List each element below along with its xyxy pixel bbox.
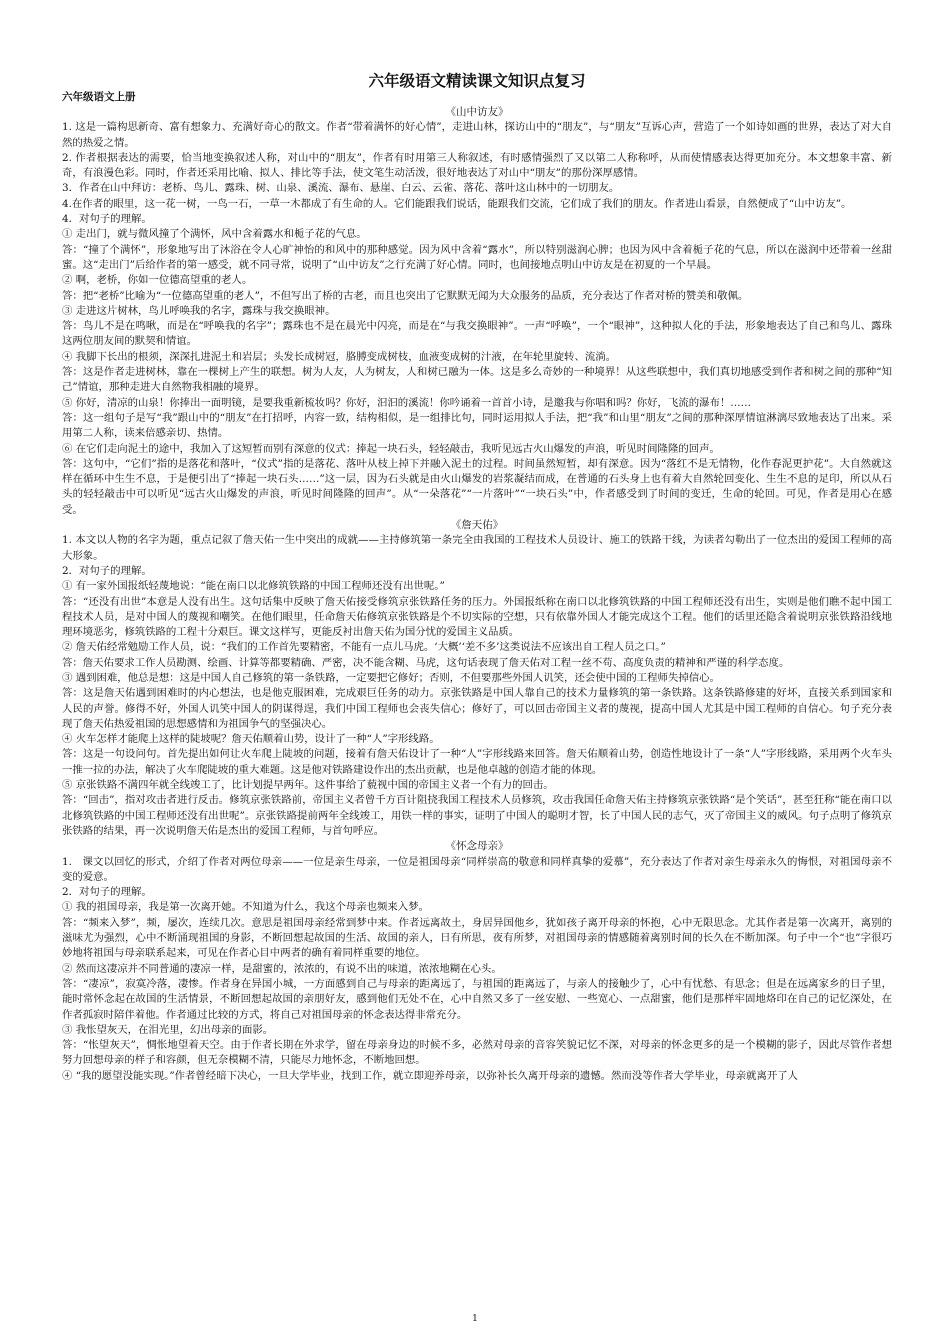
- paragraph: 答：鸟儿不是在鸣啾，而是在“呼唤我的名字”；露珠也不是在晨光中闪亮，而是在“与我交换眼神”。一声“呼唤”，一个“眼神”，这种拟人化的手法，形象地表达了自己和鸟儿、露珠这两位朋友间的默契和情谊。: [62, 320, 892, 348]
- paragraph: 答：把“老桥”比喻为“一位德高望重的老人”，不但写出了桥的古老，而且也突出了它默默无闻为大众服务的品质，充分表达了作者对桥的赞美和敬佩。: [62, 289, 749, 302]
- paragraph: ② 詹天佑经常勉励工作人员，说：“我们的工作首先要精密，不能有一点儿马虎。‘大概’‘差不多’这类说法不应该出自工程人员之口。”: [62, 641, 666, 654]
- paragraph: 4．对句子的理解。: [62, 213, 152, 226]
- paragraph: ④ “我的愿望没能实现。”作者曾经暗下决心，一旦大学毕业，找到工作，就立即迎养母亲，以弥补长久离开母亲的遗憾。然而没等作者大学毕业，母亲就离开了人: [62, 1069, 799, 1082]
- paragraph: ⑤ 京张铁路不满四年就全线竣工了，比计划提早两年。这件事给了藐视中国的帝国主义者一个有力的回击。: [62, 779, 554, 792]
- paragraph: 答：这一组句子是写“我”跟山中的“朋友”在打招呼，内容一致，结构相似，是一组排比句，同时运用拟人手法，把“我”和山里“朋友”之间的那种深厚情谊淋漓尽致地表达了出来。采用第二人称，读来倍感亲切、热情。: [62, 411, 892, 440]
- paragraph: 答：“回击”，指对攻击者进行反击。修筑京张铁路前，帝国主义者曾千方百计阻挠我国工程技术人员修筑，攻击我国任命詹天佑主持修筑京张铁路“是个笑话”，甚至狂称“能在南口以北修筑铁路的中国工程师还没有出世呢”。京张铁路提前两年全线竣工，用铁一样的事实，证明了中国人的聪明才智，长了中国人民的志气，灭了帝国主义的威风。句子点明了修筑京张铁路的结果，再一次说明詹天佑是杰出的爱国工程师，与首句呼应。: [62, 794, 892, 837]
- paragraph: ② 然而这凄凉并不同普通的凄凉一样，是甜蜜的，浓浓的，有说不出的味道，浓浓地糊在心头。: [62, 962, 502, 975]
- paragraph: 1. 本文以人物的名字为题，重点记叙了詹天佑一生中突出的成就——主持修筑第一条完全由我国的工程技术人员设计、施工的铁路干线，为读者勾勒出了一位杰出的爱国工程师的高大形象。: [62, 534, 892, 562]
- paragraph: 答：“凄凉”，寂寞冷落，凄惨。作者身在异国小城，一方面感到自己与母亲的距离远了，与祖国的距离远了，与亲人的接触少了，心中有忧愁、有思念；但是在远离家乡的日子里，能时常怀念起在故国的生活情景，不断回想起故国的亲朋好友，感到他们无处不在，心中自然又多了一丝安慰、一些宽心、一点甜蜜，他们是那样牢固地烙印在自己的记忆深处，在作者孤寂时陪伴着他。作者通过比较的方式，将自己对祖国母亲的怀念表达得非常充分。: [62, 977, 892, 1021]
- paragraph: 4.在作者的眼里，这一花一树，一鸟一石，一草一木都成了有生命的人。它们能跟我们说话，能跟我们交流，它们成了我们的朋友。作者进山看景，自然便成了“山中访友”。: [62, 197, 852, 210]
- paragraph: 答：“频来入梦”，频，屡次，连续几次。意思是祖国母亲经常到梦中来。作者远离故土，身居异国他乡，犹如孩子离开母亲的怀抱，心中无限思念。尤其作者是第一次离开，离别的滋味尤为强烈，心中不断涌现祖国的身影，不断回想起故国的生活、故国的亲人，日有所思，夜有所梦，对祖国母亲的情感随着离别时间的长久在不断加深。句子中一个“也”字很巧妙地将祖国与母亲联系起来，可见在作者心目中两者的确有着同样重要的地位。: [62, 916, 892, 960]
- section-heading: 《山中访友》: [445, 106, 509, 118]
- paragraph: 答：“撞了个满怀”，形象地写出了沐浴在令人心旷神怡的和风中的那种感觉。因为风中含着“露水”，所以特别滋润心脾；也因为风中含着栀子花的气息，所以在滋润中还带着一丝甜蜜。这“走出门”后给作者的第一感受，就不同寻常，说明了“山中访友”之行充满了好心情。同时，也间接地点明山中访友是在初夏的一个早晨。: [62, 243, 892, 271]
- paragraph: ① 有一家外国报纸轻蔑地说：“能在南口以北修筑铁路的中国工程师还没有出世呢。”: [62, 580, 445, 593]
- paragraph: 2. 作者根据表达的需要，恰当地变换叙述人称，对山中的“朋友”，作者有时用第三人称叙述，有时感情强烈了又以第二人称称呼，从而使情感表达得更加充分。本文想象丰富、新奇，有浪漫色彩。同时，作者还采用比喻、拟人、排比等手法，使文笔生动活泼，很好地表达了对山中“朋友”的那份深厚感情。: [62, 151, 892, 180]
- paragraph: ④ 我脚下长出的根须，深深扎进泥土和岩层；头发长成树冠，胳膊变成树枝，血液变成树的汁液，在年轮里旋转、流淌。: [62, 350, 617, 363]
- paragraph: 答：这是詹天佑遇到困难时的内心想法，也是他克服困难，完成艰巨任务的动力。京张铁路是中国人靠自己的技术力量修筑的第一条铁路。这条铁路修建的好坏，直接关系到国家和人民的声誉。修得不好，外国人讥笑中国人的阴谋得逞，我们中国工程师也会丧失信心；修好了，可以回击帝国主义者的蔑视，提高中国人尤其是中国工程师的自信心。句子充分表现了詹天佑热爱祖国的思想感情和为祖国争气的坚强决心。: [62, 687, 892, 730]
- paragraph: 2．对句子的理解。: [62, 564, 152, 577]
- paragraph: 答：这是作者走进树林，靠在一棵树上产生的联想。树为人友，人为树友，人和树已融为一体。这是多么奇妙的一种境界！从这些联想中，我们真切地感受到作者和树之间的那种“知己”情谊，那种走进大自然物我相融的境界。: [62, 366, 892, 394]
- paragraph: ① 我的祖国母亲，我是第一次离开她。不知道为什么，我这个母亲也频来入梦。: [62, 901, 429, 914]
- paragraph: ④ 火车怎样才能爬上这样的陡坡呢？詹天佑顺着山势，设计了一种“人”字形线路。: [62, 733, 440, 746]
- paragraph: ③ 遇到困难，他总是想：这是中国人自己修筑的第一条铁路，一定要把它修好；否则，不但要那些外国人讥笑，还会使中国的工程师失掉信心。: [62, 671, 720, 684]
- paragraph: 答：这是一句设问句。首先提出如何让火车爬上陡坡的问题，接着有詹天佑设计了一种“人”字形线路来回答。詹天佑顺着山势，创造性地设计了一条“人”字形线路，采用两个火车头一推一拉的办法，解决了火车爬陡坡的重大难题。这是他对铁路建设作出的杰出贡献，也是他卓越的创造才能的体现。: [62, 748, 892, 776]
- paragraph: 答：这句中，“它们”指的是落花和落叶，“仪式”指的是落花、落叶从枝上掉下并融入泥土的过程。时间虽然短暂，却有深意。因为“落红不是无情物，化作春泥更护花”。大自然就这样在循环中生生不息，于是便引出了“捧起一块石头……”这一层，因为石头就是由火山爆发的岩浆凝结而成，在普通的石头身上也有着大自然轮回变化、生生不息的足印，所以从石头的轻轻敲击中可以听见“远古火山爆发的声浪，听见时间隆隆的回声”。从“一朵落花”“一片落叶”“一块石头”中，作者感受到了时间的变迁，生命的轮回。可见，作者是用心在感受。: [62, 457, 892, 516]
- paragraph: 1. 课文以回忆的形式，介绍了作者对两位母亲——一位是亲生母亲，一位是祖国母亲“同样崇高的敬意和同样真挚的爱慕”，充分表达了作者对亲生母亲永久的悔恨，对祖国母亲不变的爱意。: [62, 855, 892, 883]
- paragraph: 答：“还没有出世”本意是人没有出生。这句话集中反映了詹天佑接受修筑京张铁路任务的压力。外国报纸称在南口以北修筑铁路的中国工程师还没有出生，实则是他们瞧不起中国工程技术人员，是对中国人的蔑视和嘲笑。在他们眼里，任命詹天佑修筑京张铁路是个不切实际的空想，只有依靠外国人才能完成这个工程。他们的话里还隐含着说明京张铁路沿线地理环境恶劣，修筑铁路的工程十分艰巨。课文这样写，更能反衬出詹天佑为国分忧的爱国主义品质。: [62, 595, 892, 639]
- document-subtitle: 六年级语文上册: [62, 91, 136, 103]
- paragraph: ③ 走进这片树林，鸟儿呼唤我的名字，露珠与我交换眼神。: [62, 304, 336, 317]
- page-number: 1: [472, 1314, 478, 1324]
- document-title: 六年级语文精读课文知识点复习: [368, 72, 586, 90]
- paragraph: ① 走出门，就与微风撞了个满怀，风中含着露水和栀子花的气息。: [62, 228, 367, 241]
- paragraph: 答：詹天佑要求工作人员勘测、绘画、计算等都要精确、严密，决不能含糊、马虎，这句话表现了詹天佑对工程一丝不苟、高度负责的精神和严谨的科学态度。: [62, 656, 790, 669]
- document-page: [62, 70, 892, 1310]
- paragraph: 2．对句子的理解。: [62, 886, 152, 899]
- paragraph: 3．作者在山中拜访：老桥、鸟儿、露珠、树、山泉、溪流、瀑布、悬崖、白云、云雀、落花、落叶这山林中的一切朋友。: [62, 182, 620, 195]
- paragraph: ⑤ 你好，清凉的山泉！你捧出一面明镜，是要我重新梳妆吗？你好，汩汩的溪流！你吟诵着一首首小诗，是邀我与你唱和吗？你好，飞流的瀑布！……: [62, 396, 752, 409]
- paragraph: 答：“怅望灰天”，惆怅地望着天空。由于作者长期在外求学，留在母亲身边的时候不多，必然对母亲的音容笑貌记忆不深，对母亲的怀念更多的是一个模糊的影子，因此尽管作者想努力回想母亲的样子和容颜，但无奈模糊不清，只能尽力地怀念，不断地回想。: [62, 1039, 892, 1067]
- paragraph: 1. 这是一篇构思新奇、富有想象力、充满好奇心的散文。作者“带着满怀的好心情”，走进山林，探访山中的“朋友”，与“朋友”互诉心声，营造了一个如诗如画的世界，表达了对大自然的热爱之情。: [62, 121, 892, 149]
- paragraph: ⑥ 在它们走向泥土的途中，我加入了这短暂而别有深意的仪式：捧起一块石头，轻轻敲击，我听见远古火山爆发的声浪，听见时间隆隆的回声。: [62, 442, 720, 455]
- section-heading: 《怀念母亲》: [445, 840, 509, 853]
- paragraph: ② 啊，老桥，你如一位德高望重的老人。: [62, 274, 253, 287]
- document-body: [62, 105, 892, 1084]
- section-heading: 《詹天佑》: [450, 519, 504, 532]
- paragraph: ③ 我怅望灰天，在泪光里，幻出母亲的面影。: [62, 1023, 274, 1036]
